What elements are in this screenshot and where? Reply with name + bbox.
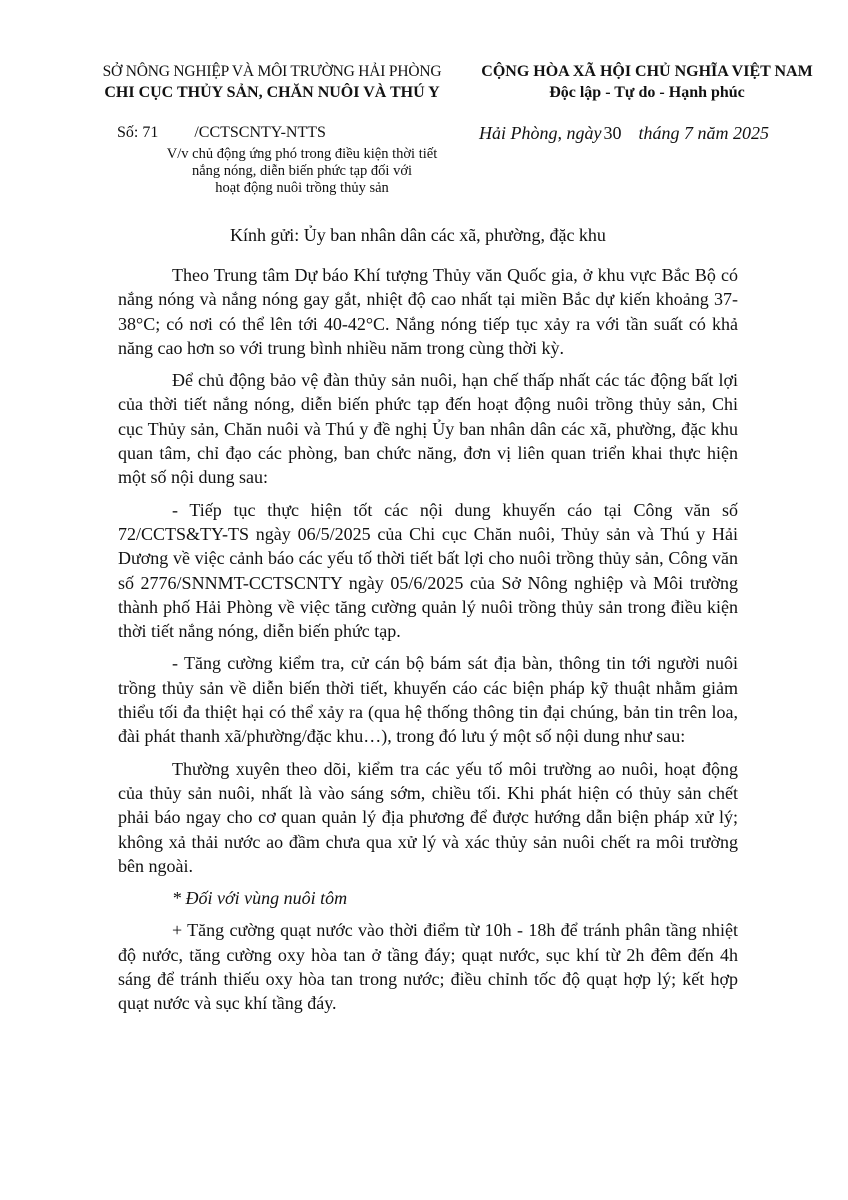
body-paragraph: Theo Trung tâm Dự báo Khí tượng Thủy văn Quốc gia, ở khu vực Bắc Bộ có nắng nóng và nắng nóng gay gắt, nhiệt độ cao nhất tại miền Bắc dự kiến khoảng 37-38°C; có nơi có thể lên tới 40-42°C. Nắng nóng tiếp tục xảy ra với tần suất có khả năng cao hơn so với trung bình nhiều năm trong cùng thời kỳ. [118, 265, 738, 358]
body-paragraph: - Tiếp tục thực hiện tốt các nội dung khuyến cáo tại Công văn số 72/CCTS&TY-TS ngày 06/5/2025 của Chi cục Chăn nuôi, Thủy sản và Thú y Hải Dương về việc cảnh báo các yếu tố thời tiết bất lợi cho nuôi trồng thủy sản, Công văn số 2776/SNNMT-CCTSCNTY ngày 05/6/2025 của Sở Nông nghiệp và Môi trường thành phố Hải Phòng về việc tăng cường quản lý nuôi trồng thủy sản trong điều kiện thời tiết nắng nóng, diễn biến phức tạp. [118, 499, 738, 642]
subject-line: hoạt động nuôi trồng thủy sản [215, 180, 389, 196]
body-paragraph: Thường xuyên theo dõi, kiểm tra các yếu tố môi trường ao nuôi, hoạt động của thủy sản nuôi, nhất là vào sáng sớm, chiều tối. Khi phát hiện có thủy sản chết phải báo ngay cho cơ quan quản lý địa phương để được hướng dẫn biện pháp xử lý; không xả thải nước ao đầm chưa qua xử lý và xác thủy sản nuôi chết ra môi trường bên ngoài. [118, 758, 738, 876]
document-code: /CCTSCNTY-NTTS [194, 124, 326, 141]
body-paragraph: - Tăng cường kiểm tra, cử cán bộ bám sát địa bàn, thông tin tới người nuôi trồng thủy sản về diễn biến thời tiết, khuyến cáo các biện pháp kỹ thuật nhằm giảm thiểu tối đa thiệt hại có thể xảy ra (qua hệ thống thông tin đại chúng, bản tin trên loa, đài phát thanh xã/phường/đặc khu…), trong đó lưu ý một số nội dung như sau: [118, 653, 738, 747]
section-heading: * Đối với vùng nuôi tôm [172, 888, 348, 909]
issuing-agency-block [62, 62, 482, 103]
subject-line: V/v chủ động ứng phó trong điều kiện thời tiết [166, 146, 438, 162]
body-paragraph: + Tăng cường quạt nước vào thời điểm từ 10h - 18h để tránh phân tầng nhiệt độ nước, tăng cường oxy hòa tan ở tầng đáy; quạt nước, sục khí từ 2h đêm đến 4h sáng để tránh thiếu oxy hòa tan trong nước; điều chỉnh tốc độ quạt hợp lý; kết hợp quạt nước và sục khí tầng đáy. [118, 920, 738, 1014]
place-and-date [479, 122, 769, 144]
agency-name: CHI CỤC THỦY SẢN, CHĂN NUÔI VÀ THÚ Y [104, 84, 440, 101]
date-day: 30 [603, 123, 622, 143]
document-number-value: 71 [142, 124, 159, 141]
date-month-year: tháng 7 năm 2025 [638, 123, 769, 143]
national-title: CỘNG HÒA XÃ HỘI CHỦ NGHĨA VIỆT NAM [481, 63, 813, 80]
place-date-prefix: Hải Phòng, ngày [479, 123, 602, 143]
body-paragraph: Để chủ động bảo vệ đàn thủy sản nuôi, hạn chế thấp nhất các tác động bất lợi của thời tiết nắng nóng, diễn biến phức tạp đến hoạt động nuôi trồng thủy sản, Chi cục Thủy sản, Chăn nuôi và Thú y đề nghị Ủy ban nhân dân các xã, phường, đặc khu quan tâm, chỉ đạo các phòng, ban chức năng, đơn vị liên quan triển khai thực hiện một số nội dung sau: [118, 370, 738, 488]
national-motto: Độc lập - Tự do - Hạnh phúc [549, 84, 745, 101]
subject-line: nắng nóng, diễn biến phức tạp đối với [191, 163, 413, 179]
document-number-label: Số: [117, 124, 139, 141]
national-heading-block [452, 62, 842, 103]
document-subject [152, 146, 452, 197]
document-number [117, 123, 326, 143]
document-body [118, 263, 738, 1024]
recipient-line: Kính gửi: Ủy ban nhân dân các xã, phường, đặc khu [230, 225, 606, 245]
parent-agency-name: SỞ NÔNG NGHIỆP VÀ MÔI TRƯỜNG HẢI PHÒNG [102, 63, 442, 80]
